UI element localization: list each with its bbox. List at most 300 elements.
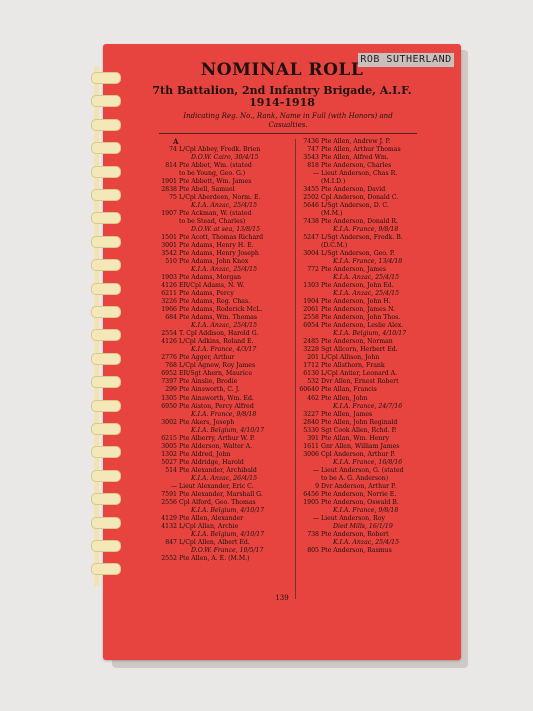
entry-text: K.I.A. France, 24/7/16 (333, 402, 403, 410)
entry-text: Pte Anderson, James N. (321, 306, 395, 314)
roll-entry (155, 395, 293, 403)
entry-text: K.I.A. Anzac, 25/4/15 (333, 274, 400, 282)
binding-ring (91, 540, 121, 552)
reg-number: 3002 (161, 418, 177, 426)
entry-text: Cpl Anderson, Donald C. (321, 194, 399, 202)
entry-text: Dvr Anderson, Arthur P. (321, 482, 396, 490)
entry-text: Pte Anderson, Robert (321, 530, 389, 538)
entry-text: K.I.A. Belgium, 4/10/17 (191, 506, 265, 514)
roll-entry (155, 258, 293, 266)
reg-number: 2502 (303, 194, 319, 202)
binding-ring (91, 119, 121, 131)
entry-text: L/Cpl Aberdeen, Norm. E. (179, 194, 261, 202)
entry-text: L/Sgt Anderson, Fredk. B. (321, 234, 403, 242)
roll-entry (155, 370, 293, 378)
reg-number: 4129 (161, 514, 177, 522)
roll-entry (297, 459, 447, 467)
roll-entry (155, 555, 293, 563)
reg-number: 2485 (303, 338, 319, 346)
roll-entry (297, 411, 447, 419)
roll-entry (297, 338, 447, 346)
roll-entry (297, 154, 447, 162)
roll-entry (297, 419, 447, 427)
entry-text: K.I.A. Belgium, 4/10/17 (191, 530, 265, 538)
left-entry-list (155, 146, 293, 563)
roll-entry (297, 306, 447, 314)
entry-text: Pte Allen, Arthur Thomas (321, 146, 401, 154)
reg-number: 3228 (303, 346, 319, 354)
header-note: Indicating Reg. No., Rank, Name in Full (with Honors) and Casualties. (183, 112, 393, 129)
entry-text: Pte Abbott, Wm. James (179, 178, 252, 186)
roll-entry (155, 362, 293, 370)
binding-ring (91, 563, 121, 575)
entry-text: Pte Alexander, Marshall G. (179, 490, 263, 498)
entry-text: Pte Allsthorn, Frank (321, 362, 385, 370)
entry-text: L/Cpl Allison, John (321, 354, 380, 362)
roll-entry (155, 194, 293, 202)
roll-entry (297, 242, 447, 250)
binding-ring (91, 306, 121, 318)
binding-ring (91, 166, 121, 178)
entry-text: Pte Adams, Wm. Thomas (179, 314, 258, 322)
reg-number: 6456 (303, 490, 319, 498)
entry-text: K.I.A. Belgium, 4/10/17 (191, 426, 265, 434)
entry-text: Pte Anderson, John H. (321, 298, 391, 306)
roll-entry (155, 170, 293, 178)
reg-number: 75 (169, 194, 177, 202)
reg-number: 514 (165, 466, 177, 474)
binding-ring (91, 353, 121, 365)
entry-text: K.I.A. France, 9/8/18 (333, 226, 399, 234)
entry-text: Pte Alexander, Archibald (179, 466, 257, 474)
entry-text: Cpl Alford, Geo. Thomas (179, 498, 256, 506)
entry-text: Pte Allen, Alfred Wm. (321, 154, 389, 162)
entry-text: Pte Anderson, James (321, 266, 387, 274)
entry-text: Pte Anderson, Oswald B. (321, 498, 399, 506)
roll-entry (297, 475, 447, 483)
roll-entry (155, 274, 293, 282)
reg-number: 5646 (303, 202, 319, 210)
reg-number: 6130 (303, 370, 319, 378)
entry-text: Pte Anderson, John Thos. (321, 314, 401, 322)
roll-entry (155, 491, 293, 499)
entry-text: Pte Akers, Joseph (179, 418, 235, 426)
reg-number: 2838 (161, 186, 177, 194)
roll-entry (155, 419, 293, 427)
binding-ring (91, 446, 121, 458)
roll-entry (297, 523, 447, 531)
reg-number: 5027 (161, 458, 177, 466)
reg-number: 2552 (161, 554, 177, 562)
entry-text: Pte Anderson, John Ed. (321, 282, 394, 290)
roll-entry (297, 266, 447, 274)
entry-text: Pte Allen, Alexander (179, 514, 244, 522)
column-divider (295, 139, 296, 599)
entry-text: K.I.A. Belgium, 4/10/17 (333, 330, 407, 338)
binding-ring (91, 329, 121, 341)
entry-text: Cpl Anderson, Arthur P. (321, 450, 396, 458)
reg-number: 299 (165, 386, 177, 394)
entry-text: K.I.A. France, 9/8/18 (191, 410, 257, 418)
roll-entry (297, 250, 447, 258)
reg-number: 5247 (303, 234, 319, 242)
entry-text: Sgt Allcorn, Herbert Ed. (321, 346, 398, 354)
entry-text: K.I.A. Anzac, 25/4/15 (333, 538, 400, 546)
roll-entry (155, 386, 293, 394)
binding-ring (91, 283, 121, 295)
subtitle-line-1: 7th Battalion, 2nd Infantry Brigade, A.I.F. (152, 84, 412, 97)
entry-text: Pte Adams, Roderick McL. (179, 306, 263, 314)
reg-number: 6215 (161, 434, 177, 442)
entry-text: to be A. G. Anderson) (321, 474, 389, 482)
reg-number: 2558 (303, 314, 319, 322)
roll-entry (297, 330, 447, 338)
roll-entry (155, 403, 293, 411)
subtitle (103, 85, 461, 109)
roll-entry (297, 451, 447, 459)
reg-number: 1966 (161, 306, 177, 314)
reg-number: 814 (165, 162, 177, 170)
roll-entry (297, 354, 447, 362)
reg-number: 738 (307, 530, 319, 538)
reg-number: 3001 (161, 242, 177, 250)
roll-entry (297, 491, 447, 499)
booklet-page (103, 44, 461, 660)
roll-entry (155, 483, 293, 491)
roll-entry (155, 539, 293, 547)
entry-text: Pte Allen, James (321, 410, 373, 418)
reg-number: 1501 (161, 234, 177, 242)
roll-entry (155, 443, 293, 451)
roll-entry (297, 370, 447, 378)
roll-entry (155, 338, 293, 346)
roll-entry (155, 290, 293, 298)
entry-text: L/Cpl Agnew, Roy James (179, 362, 256, 370)
entry-text: K.I.A. Anzac, 25/4/15 (191, 202, 258, 210)
reg-number: 532 (307, 378, 319, 386)
roll-entry (155, 250, 293, 258)
entry-text: Pte Adams, Henry Joseph (179, 250, 259, 258)
roll-entry (297, 547, 447, 555)
roll-entry (297, 531, 447, 539)
entry-text: Pte Abbot, Wm. (stated (179, 162, 252, 170)
reg-number: 4132 (161, 522, 177, 530)
roll-entry (155, 346, 293, 354)
reg-number: 1303 (303, 282, 319, 290)
reg-number: 3006 (303, 450, 319, 458)
entry-text: K.I.A. Anzac, 25/4/15 (191, 322, 258, 330)
entry-text: Pte Anderson, Donald R. (321, 218, 399, 226)
entry-text: Pte Allan, Francis (321, 386, 377, 394)
reg-number: 1905 (303, 498, 319, 506)
entry-text: Lieut Anderson, Roy (321, 514, 385, 522)
binding-ring (91, 236, 121, 248)
reg-number: 1302 (161, 450, 177, 458)
entry-text: to be Young, Geo. G.) (179, 170, 246, 178)
reg-number: 2554 (161, 330, 177, 338)
entry-text: L/Sgt Anderson, D. C. (321, 202, 389, 210)
roll-entry (297, 467, 447, 475)
reg-number: 684 (165, 314, 177, 322)
roll-entry (297, 346, 447, 354)
roll-entry (155, 282, 293, 290)
binding-ring (91, 423, 121, 435)
roll-entry (155, 378, 293, 386)
entry-text: ER/Sgt Ahern, Maurice (179, 370, 252, 378)
entry-text: Lieut Anderson, G. (stated (321, 466, 404, 474)
entry-text: L/Cpl Abbey, Fredk. Brien (179, 146, 261, 154)
entry-text: L/Cpl Adkins, Roland E. (179, 338, 254, 346)
reg-number: 74 (169, 146, 177, 154)
binding-ring (91, 72, 121, 84)
roll-entry (155, 354, 293, 362)
roll-entry (155, 459, 293, 467)
reg-number: 391 (307, 434, 319, 442)
roll-entry (297, 507, 447, 515)
entry-text: (M.I.D.) (321, 178, 346, 186)
entry-text: Dvr Allen, Ernest Robert (321, 378, 399, 386)
entry-text: Pte Ainsworth, C. J. (179, 386, 240, 394)
subtitle-line-2: 1914-1918 (249, 96, 315, 109)
roll-entry (297, 483, 447, 491)
binding-ring (91, 259, 121, 271)
entry-text: D.O.W. at sea, 13/8/15 (191, 226, 261, 234)
reg-number: 2556 (161, 498, 177, 506)
reg-number: — (312, 170, 319, 178)
roll-entry (155, 467, 293, 475)
entry-text: ER/Cpl Adams, N. W. (179, 282, 245, 290)
entry-text: Died Mills, 16/1/19 (333, 522, 393, 530)
entry-text: Sgt Cook Allen, Rchd. P. (321, 426, 397, 434)
reg-number: 201 (307, 354, 319, 362)
entry-text: (M.M.) (321, 210, 343, 218)
roll-entry (155, 218, 293, 226)
entry-text: D.O.W. Cairo, 30/4/15 (191, 154, 259, 162)
binding-ring (91, 470, 121, 482)
reg-number: 1611 (303, 442, 319, 450)
entry-text: K.I.A. France, 16/8/16 (333, 458, 403, 466)
entry-text: Pte Allen, John (321, 394, 368, 402)
spiral-binding (86, 66, 126, 586)
roll-entry (297, 499, 447, 507)
entry-text: Pte Allen, Andrew J. P. (321, 138, 391, 145)
reg-number: 805 (307, 546, 319, 554)
entry-text: K.I.A. Anzac, 26/4/15 (191, 474, 258, 482)
entry-text: Pte Agger, Arthur (179, 354, 235, 362)
roll-entry (297, 298, 447, 306)
roll-entry (155, 515, 293, 523)
entry-text: Pte Ainsworth, Wm. Ed. (179, 394, 254, 402)
roll-entry (297, 274, 447, 282)
entry-text: Lieut Alexander, Eric C. (179, 482, 254, 490)
reg-number: 5330 (303, 426, 319, 434)
entry-text: Pte Anderson, Charles (321, 162, 392, 170)
roll-entry (297, 186, 447, 194)
roll-entry (155, 266, 293, 274)
reg-number: 1712 (303, 362, 319, 370)
roll-entry (297, 282, 447, 290)
entry-text: L/Cpl Allen, Albert Ed. (179, 538, 250, 546)
reg-number: 1901 (161, 178, 177, 186)
entry-text: L/Cpl Antier, Leonard A. (321, 370, 398, 378)
roll-entry (155, 234, 293, 242)
roll-entry (297, 258, 447, 266)
roll-entry (155, 523, 293, 531)
reg-number: 462 (307, 394, 319, 402)
roll-entry (155, 178, 293, 186)
roll-entry (297, 146, 447, 154)
entry-text: Pte Anderson, Norrie E. (321, 490, 397, 498)
entry-text: Pte Abell, Samuel (179, 186, 235, 194)
reg-number: 768 (165, 362, 177, 370)
binding-ring (91, 400, 121, 412)
roll-entry (155, 451, 293, 459)
entry-text: Pte Anderson, Rasmus (321, 546, 392, 554)
entry-text: Pte Allan, Wm. Henry (321, 434, 389, 442)
reg-number: 6954 (303, 322, 319, 330)
reg-number: 6952 (161, 370, 177, 378)
roll-entry (297, 178, 447, 186)
reg-number: 510 (165, 258, 177, 266)
entry-text: Pte Alberry, Arthur W. P. (179, 434, 255, 442)
roll-entry (155, 162, 293, 170)
roll-entry (297, 395, 447, 403)
reg-number: 60640 (299, 386, 319, 394)
roll-entry (297, 210, 447, 218)
reg-number: 3455 (303, 186, 319, 194)
reg-number: 2061 (303, 306, 319, 314)
roll-entry (155, 531, 293, 539)
page-number: 139 (275, 594, 289, 602)
roll-entry (155, 314, 293, 322)
entry-text: Gnr Allen, William James (321, 442, 400, 450)
roll-entry (155, 298, 293, 306)
reg-number: 3542 (161, 250, 177, 258)
entry-text: Pte Adams, Henry H. E. (179, 242, 254, 250)
binding-ring (91, 142, 121, 154)
entry-text: Pte Anderson, Norman (321, 338, 393, 346)
roll-entry (297, 362, 447, 370)
roll-entry (155, 499, 293, 507)
reg-number: 772 (307, 266, 319, 274)
roll-entry (155, 547, 293, 555)
roll-entry (297, 322, 447, 330)
entry-text: K.I.A. Anzac, 25/4/15 (333, 290, 400, 298)
binding-ring (91, 189, 121, 201)
roll-entry (155, 226, 293, 234)
entry-text: Pte Adams, Morgan (179, 274, 242, 282)
reg-number: — (312, 466, 319, 474)
reg-number: 6211 (161, 290, 177, 298)
reg-number: 7591 (161, 490, 177, 498)
roll-entry (297, 427, 447, 435)
roll-entry (155, 475, 293, 483)
roll-entry (297, 202, 447, 210)
roll-entry (297, 435, 447, 443)
entry-text: K.I.A. France, 13/4/18 (333, 258, 403, 266)
reg-number: 1907 (161, 210, 177, 218)
roll-entry (297, 170, 447, 178)
entry-text: L/Sgt Anderson, Geo. P. (321, 250, 395, 258)
entry-text: Pte Anderson, David (321, 186, 386, 194)
roll-entry (297, 194, 447, 202)
reg-number: 2776 (161, 354, 177, 362)
roll-entry (155, 242, 293, 250)
entry-text: to be Stead, Charles) (179, 218, 246, 226)
roll-entry (155, 411, 293, 419)
owner-stamp: ROB SUTHERLAND (358, 53, 454, 67)
reg-number: 3005 (161, 442, 177, 450)
reg-number: 747 (307, 146, 319, 154)
entry-text: Pte Aldred, John (179, 450, 231, 458)
entry-text: L/Cpl Allan, Archie (179, 522, 239, 530)
roll-entry (155, 330, 293, 338)
roll-entry (297, 290, 447, 298)
roll-entry (155, 210, 293, 218)
entry-text: Pte Aiston, Percy Alfred (179, 402, 254, 410)
roll-entry (297, 314, 447, 322)
entry-text: Pte Adams, Reg. Chas. (179, 298, 251, 306)
roll-entry (155, 507, 293, 515)
entry-text: K.I.A. France, 4/3/17 (191, 346, 257, 354)
roll-entry (297, 378, 447, 386)
entry-text: T. Cpl Addison, Harold G. (179, 330, 259, 338)
reg-number: 7397 (161, 378, 177, 386)
reg-number: 3543 (303, 154, 319, 162)
reg-number: 9 (315, 482, 319, 490)
binding-ring (91, 212, 121, 224)
binding-ring (91, 517, 121, 529)
reg-number: — (170, 482, 177, 490)
left-column (155, 138, 293, 563)
roll-entry (297, 515, 447, 523)
reg-number: 7436 (303, 138, 319, 145)
entry-text: Pte Alderson, Walter A. (179, 442, 253, 450)
reg-number: 818 (307, 162, 319, 170)
roll-entry (297, 403, 447, 411)
right-column (297, 138, 447, 555)
roll-entry (297, 386, 447, 394)
roll-entry (155, 146, 293, 154)
entry-text: Pte Adams, John Knox (179, 258, 249, 266)
roll-entry (297, 138, 447, 146)
entry-text: Pte Acott, Thomas Richard (179, 234, 264, 242)
binding-ring (91, 376, 121, 388)
reg-number: 3227 (303, 410, 319, 418)
roll-entry (155, 154, 293, 162)
roll-entry (297, 234, 447, 242)
roll-entry (155, 322, 293, 330)
roll-entry (155, 186, 293, 194)
roll-entry (297, 226, 447, 234)
right-entry-list (297, 138, 447, 555)
entry-text: (D.C.M.) (321, 242, 348, 250)
reg-number: 847 (165, 538, 177, 546)
reg-number: 1904 (303, 298, 319, 306)
roll-entry (155, 435, 293, 443)
reg-number: 1305 (161, 394, 177, 402)
entry-text: Pte Aldridge, Harold (179, 458, 244, 466)
reg-number: 2840 (303, 418, 319, 426)
entry-text: Lieut Anderson, Chas R. (321, 170, 398, 178)
roll-entry (155, 427, 293, 435)
binding-ring (91, 493, 121, 505)
entry-text: Pte Adams, Percy (179, 290, 234, 298)
roll-entry (155, 306, 293, 314)
reg-number: 6950 (161, 402, 177, 410)
entry-text: Pte Allen, John Reginald (321, 418, 398, 426)
reg-number: — (312, 514, 319, 522)
